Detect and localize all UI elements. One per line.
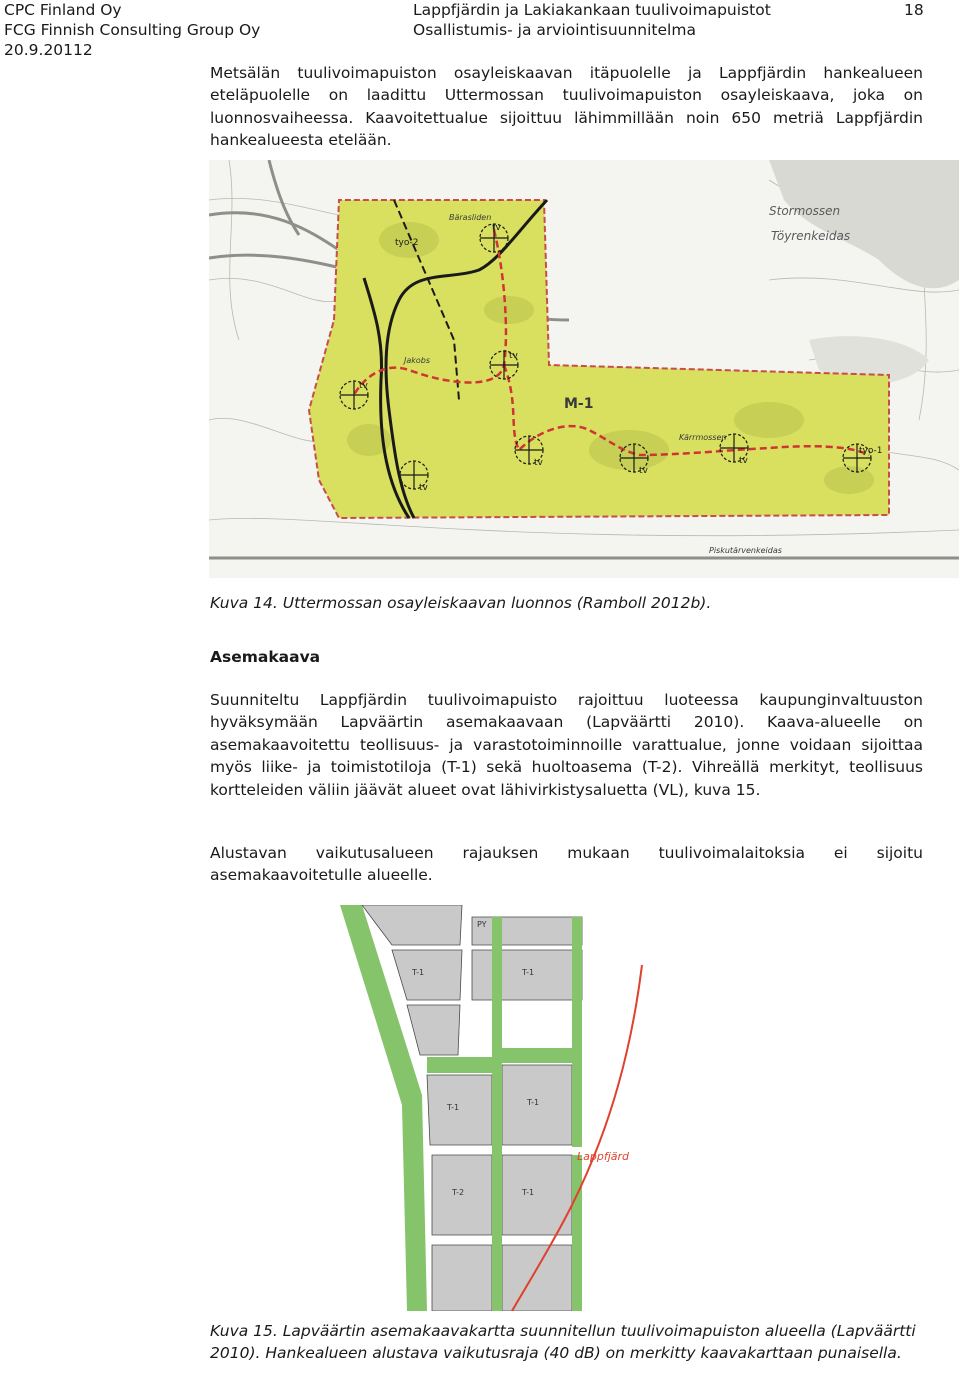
area-code-label: M-1: [564, 396, 594, 412]
turbine-label-1: tv: [492, 223, 501, 233]
zone-label-2: T-1: [522, 968, 535, 977]
zone-label-6: T-1: [522, 1188, 535, 1197]
zone-label-5: T-2: [452, 1188, 465, 1197]
turbine-label-7: tv: [739, 456, 748, 466]
transformer-label-1: tyo-2: [395, 238, 419, 248]
turbine-label-2: tv: [359, 381, 368, 391]
header-company-2: FCG Finnish Consulting Group Oy: [4, 21, 261, 39]
uttermossa-map-svg: [209, 160, 959, 578]
header-company-1: CPC Finland Oy: [4, 1, 122, 19]
intro-paragraph: Metsälän tuulivoimapuiston osayleiskaavan itäpuolelle ja Lappfjärdin hankealueen eteläpuolelle on laadittu Uttermossan tuulivoimapuiston osayleiskaava, joka on luonnosvaiheessa. Kaavoitettualue sijoittuu lähimmillään noin 650 metriä Lappfjärdin hankealueesta etelään.: [210, 64, 923, 150]
zone-label-4: T-1: [527, 1098, 540, 1107]
turbine-label-5: tv: [534, 458, 543, 468]
header-date: 20.9.20112: [4, 41, 93, 59]
paragraph-asemakaava: Suunniteltu Lappfjärdin tuulivoimapuisto rajoittuu luoteessa kaupunginvaltuuston hyväksymään Lapväärtin asemakaavaan (Lapväärtti 2010). Kaava-alueelle on asemakaavoitettu teollisuus- ja varastotoiminnoille varattualue, jonne voidaan sijoittaa myös liike- ja toimistotiloja (T-1) sekä huoltoasema (T-2). Vihreällä merkityt, teollisuus kortteleiden väliin jäävät alueet ovat lähivirkistysaluetta (VL), kuva 15.: [210, 691, 923, 799]
header-company-block: [4, 0, 260, 60]
place-barasliden: Bärasliden: [449, 213, 492, 222]
figure-uttermossa-map: [209, 160, 959, 578]
transformer-label-2: tyo-1: [859, 446, 883, 456]
paragraph-impact: Alustavan vaikutusalueen rajauksen mukaan tuulivoimalaitoksia ei sijoitu asemakaavoitetulle alueelle.: [210, 844, 923, 885]
place-toyrenkeidas: Töyrenkeidas: [771, 229, 851, 243]
turbine-label-6: tv: [639, 466, 648, 476]
page-number: 18: [904, 1, 924, 19]
turbine-label-3: tv: [509, 351, 518, 361]
place-piskutarvenkeidas: Piskutärvenkeidas: [709, 546, 782, 555]
header-title-block: [413, 0, 771, 40]
header-subtitle: Osallistumis- ja arviointisuunnitelma: [413, 21, 696, 39]
turbine-label-4: tv: [419, 483, 428, 493]
zone-label-1: T-1: [412, 968, 425, 977]
header-title: Lappfjärdin ja Lakiakankaan tuulivoimapuistot: [413, 1, 771, 19]
figure-lapvaartti-plan-map: [332, 905, 654, 1311]
zone-label-3: T-1: [447, 1103, 460, 1112]
town-label-lappfjard: Lappfjärd: [577, 1150, 630, 1163]
place-jakobs: Jakobs: [404, 356, 431, 365]
page-header: [0, 0, 960, 60]
lapvaartti-map-svg: [332, 905, 654, 1311]
zone-label-py: PY: [477, 920, 487, 929]
section-heading: Asemakaava: [210, 648, 321, 666]
figure2-caption: Kuva 15. Lapväärtin asemakaavakartta suunnitellun tuulivoimapuiston alueella (Lapväärtti 2010). Hankealueen alustava vaikutusraja (40 dB) on merkitty kaavakarttaan punaisella.: [210, 1322, 916, 1362]
place-stormossen: Stormossen: [769, 204, 841, 218]
place-karrmossen: Kärrmossen: [679, 433, 727, 442]
figure1-caption: Kuva 14. Uttermossan osayleiskaavan luonnos (Ramboll 2012b).: [210, 594, 712, 612]
